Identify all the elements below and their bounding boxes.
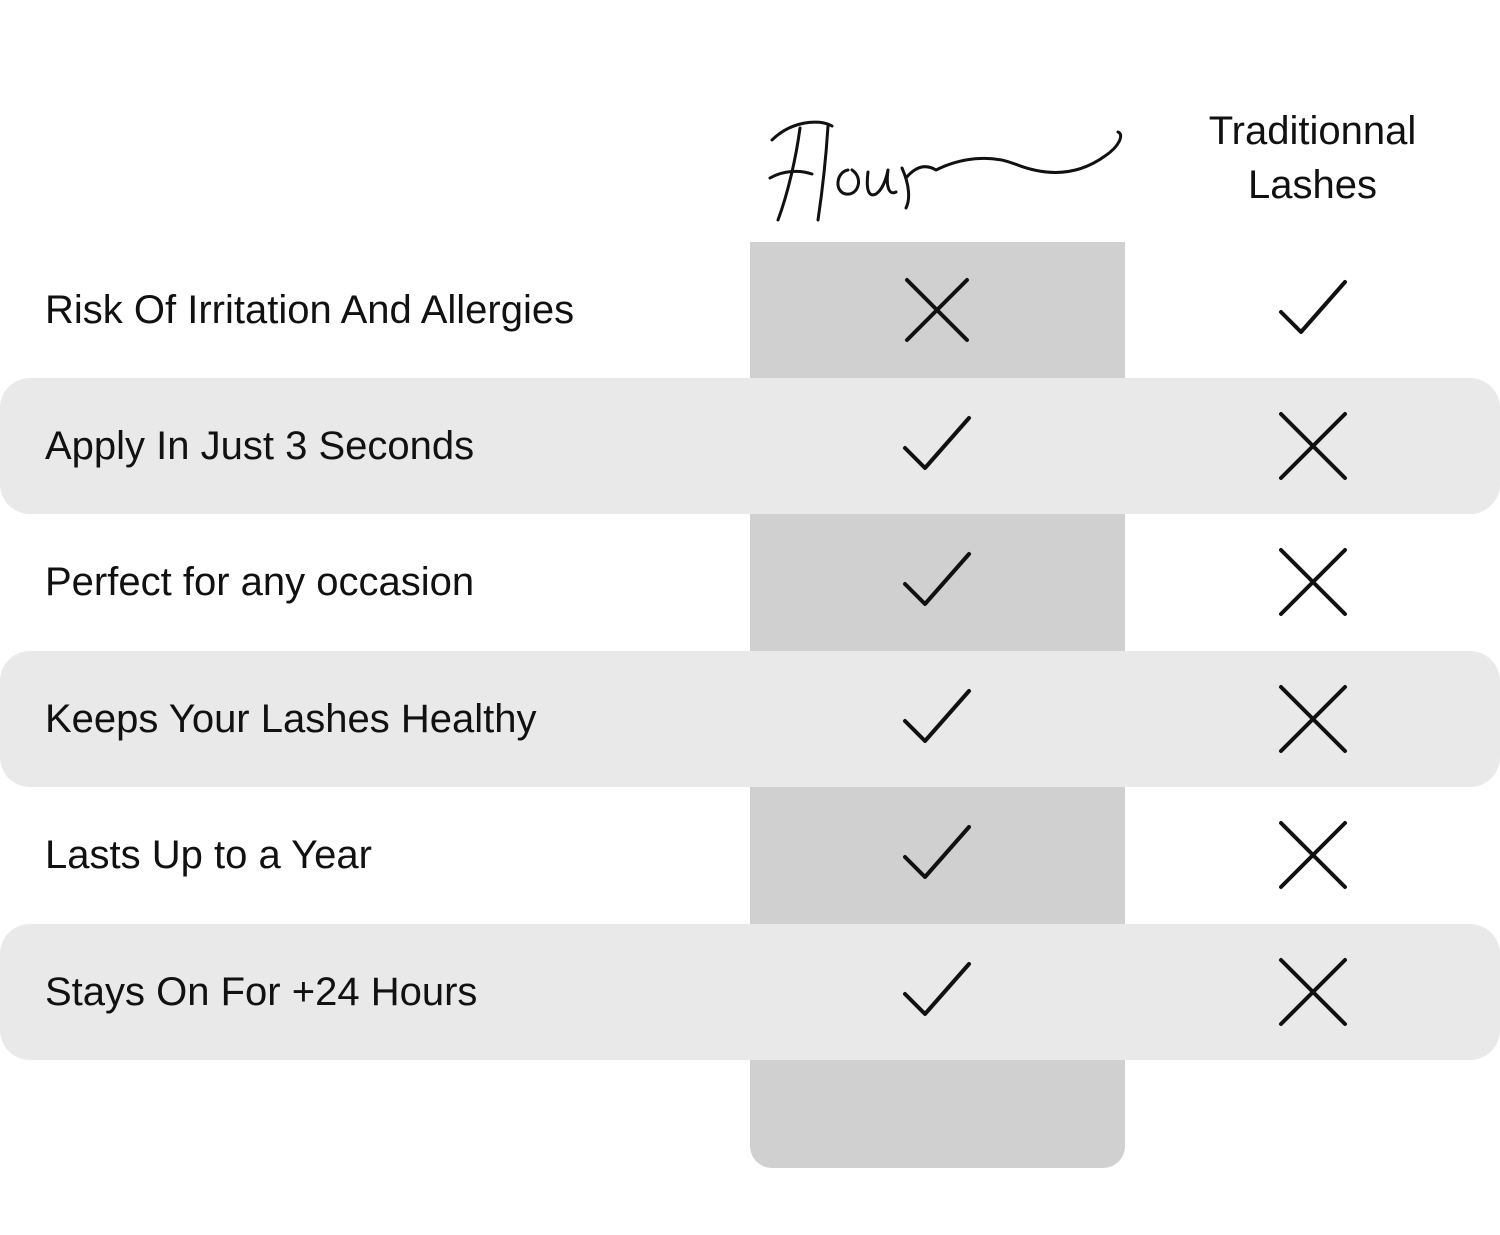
cross-icon: [1275, 954, 1351, 1030]
row-label: Stays On For +24 Hours: [45, 970, 478, 1014]
check-icon: [899, 954, 975, 1030]
brand-logo-script: [760, 108, 1130, 233]
comparison-row: [0, 242, 1500, 378]
row-label: Apply In Just 3 Seconds: [45, 424, 475, 468]
competitor-column-header: [1170, 104, 1455, 212]
row-label: Keeps Your Lashes Healthy: [45, 697, 537, 741]
row-label: Perfect for any occasion: [45, 560, 475, 604]
check-icon: [899, 544, 975, 620]
cross-icon: [1275, 544, 1351, 620]
competitor-header-line1: Traditionnal: [1208, 109, 1417, 153]
comparison-row: [0, 514, 1500, 650]
cross-icon: [899, 272, 975, 348]
row-label: Risk Of Irritation And Allergies: [45, 288, 575, 332]
comparison-row: [0, 924, 1500, 1060]
cross-icon: [1275, 681, 1351, 757]
comparison-row: [0, 378, 1500, 514]
check-icon: [899, 408, 975, 484]
comparison-row: [0, 651, 1500, 787]
competitor-header-line2: Lashes: [1248, 163, 1377, 207]
row-label: Lasts Up to a Year: [45, 833, 372, 877]
comparison-row: [0, 787, 1500, 923]
cross-icon: [1275, 408, 1351, 484]
brand-logo: [760, 108, 1130, 233]
check-icon: [1275, 272, 1351, 348]
check-icon: [899, 817, 975, 893]
cross-icon: [1275, 817, 1351, 893]
check-icon: [899, 681, 975, 757]
